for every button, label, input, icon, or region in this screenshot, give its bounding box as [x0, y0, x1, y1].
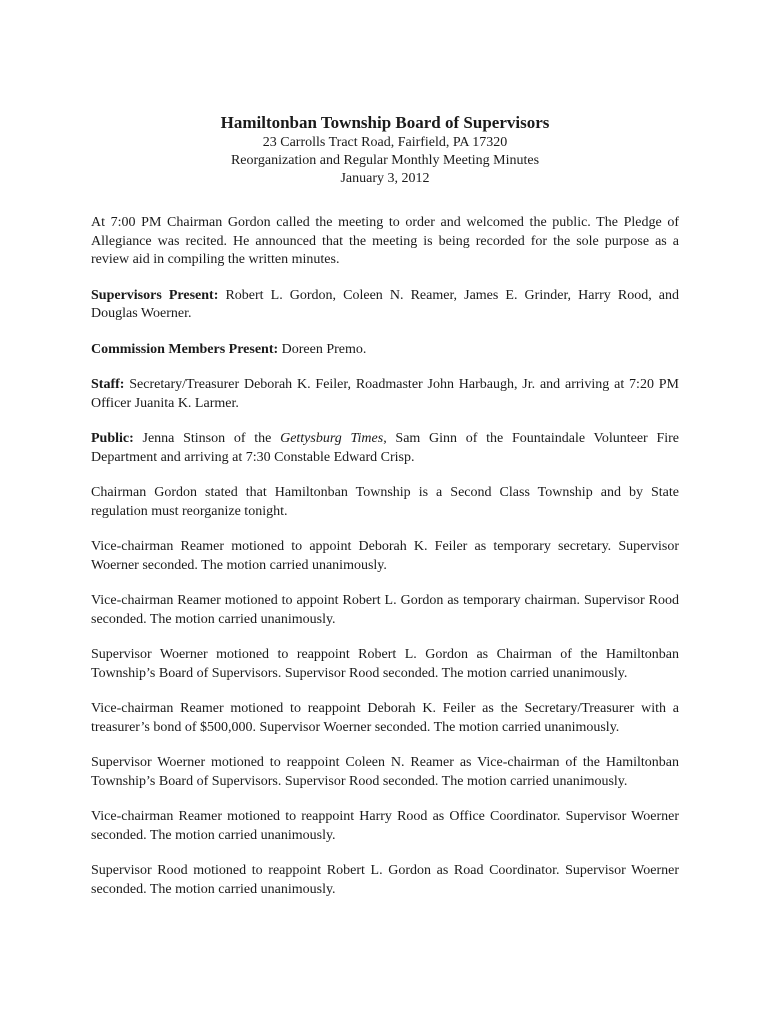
document-title: Hamiltonban Township Board of Supervisors: [220, 113, 550, 132]
commission-members-paragraph: [91, 341, 679, 360]
second-class-paragraph: Chairman Gordon stated that Hamiltonban Township is a Second Class Township and by State regulation must reorganize tonight.: [91, 485, 679, 519]
supervisors-present-text: Robert L. Gordon, Coleen N. Reamer, James E. Grinder, Harry Rood, and Douglas Woerner.: [91, 287, 679, 321]
public-paragraph: [91, 430, 679, 467]
document-page: [91, 112, 679, 916]
temporary-chairman-paragraph: Vice-chairman Reamer motioned to appoint Robert L. Gordon as temporary chairman. Supervisor Rood seconded. The motion carried unanimously.: [91, 593, 679, 627]
supervisors-present-paragraph: [91, 287, 679, 324]
meeting-date: January 3, 2012: [340, 171, 430, 186]
road-coordinator-paragraph: Supervisor Rood motioned to reappoint Robert L. Gordon as Road Coordinator. Supervisor Woerner seconded. The motion carried unanimously.: [91, 863, 679, 897]
office-coordinator-paragraph: Vice-chairman Reamer motioned to reappoint Harry Rood as Office Coordinator. Supervisor Woerner seconded. The motion carried unanimously.: [91, 809, 679, 843]
public-text-start: Jenna Stinson of the: [133, 431, 281, 446]
document-address: 23 Carrolls Tract Road, Fairfield, PA 17320: [262, 135, 508, 150]
newspaper-name: Gettysburg Times: [280, 431, 384, 446]
staff-label: Staff:: [91, 377, 125, 392]
public-label: Public:: [91, 431, 134, 446]
temporary-secretary-paragraph: Vice-chairman Reamer motioned to appoint Deborah K. Feiler as temporary secretary. Supervisor Woerner seconded. The motion carried unanimously.: [91, 539, 679, 573]
chairman-paragraph: Supervisor Woerner motioned to reappoint Robert L. Gordon as Chairman of the Hamiltonban Township’s Board of Supervisors. Supervisor Rood seconded. The motion carried unanimously.: [91, 647, 679, 681]
supervisors-present-label: Supervisors Present:: [91, 287, 219, 303]
staff-text: Secretary/Treasurer Deborah K. Feiler, Roadmaster John Harbaugh, Jr. and arriving at 7:20 PM Officer Juanita K. Larmer.: [91, 377, 679, 411]
opening-paragraph: At 7:00 PM Chairman Gordon called the meeting to order and welcomed the public. The Pledge of Allegiance was recited. He announced that the meeting is being recorded for the sole purpose as a review aid in compiling the written minutes.: [91, 215, 679, 267]
secretary-treasurer-paragraph: Vice-chairman Reamer motioned to reappoint Deborah K. Feiler as the Secretary/Treasurer with a treasurer’s bond of $500,000. Supervisor Woerner seconded. The motion carried unanimously.: [91, 701, 679, 735]
commission-members-label: Commission Members Present:: [91, 341, 279, 357]
meeting-type: Reorganization and Regular Monthly Meeting Minutes: [230, 153, 540, 168]
commission-members-text: Doreen Premo.: [278, 341, 367, 357]
vice-chairman-paragraph: Supervisor Woerner motioned to reappoint Coleen N. Reamer as Vice-chairman of the Hamiltonban Township’s Board of Supervisors. Supervisor Rood seconded. The motion carried unanimously.: [91, 755, 679, 789]
staff-paragraph: [91, 376, 679, 413]
document-header: [91, 112, 679, 188]
public-text-end: , Sam Ginn of the Fountaindale Volunteer Fire Department and arriving at 7:30 Constable Edward Crisp.: [91, 431, 680, 465]
